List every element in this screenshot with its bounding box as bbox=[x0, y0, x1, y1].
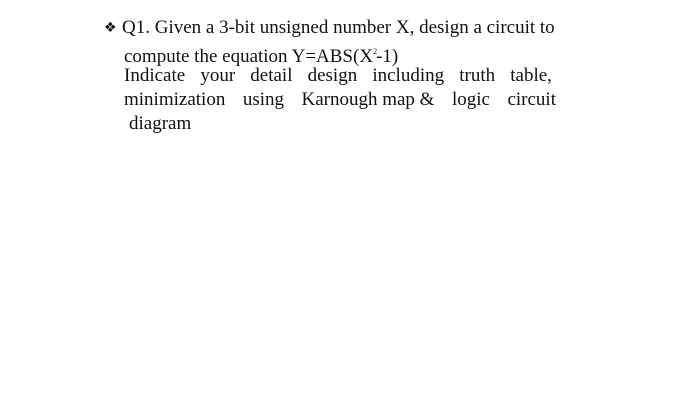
four-diamond-bullet-icon: ❖ bbox=[104, 20, 117, 36]
word: Indicate bbox=[124, 65, 186, 86]
equation-exponent: 2 bbox=[373, 47, 377, 56]
word: using bbox=[242, 89, 284, 110]
question-line-3 bbox=[104, 64, 664, 88]
question-block bbox=[104, 16, 664, 136]
instruction-line-3 bbox=[124, 64, 552, 88]
word: truth bbox=[459, 65, 496, 86]
word: your bbox=[200, 65, 236, 86]
word: Karnough map & bbox=[301, 89, 435, 110]
word: table, bbox=[510, 65, 552, 86]
equation-prefix: compute the equation Y=ABS(X bbox=[124, 46, 374, 67]
word: including bbox=[372, 65, 445, 86]
question-line-1 bbox=[104, 16, 664, 40]
word: minimization bbox=[124, 89, 226, 110]
question-line-5 bbox=[104, 112, 664, 136]
instruction-line-5: diagram bbox=[129, 113, 192, 134]
word: detail bbox=[250, 65, 293, 86]
question-line-4 bbox=[104, 88, 664, 112]
word: circuit bbox=[507, 89, 556, 110]
equation-suffix: -1) bbox=[376, 46, 399, 67]
word: logic bbox=[451, 89, 490, 110]
question-title: Q1. Given a 3-bit unsigned number X, design a circuit to bbox=[122, 17, 555, 38]
question-line-2 bbox=[104, 40, 664, 67]
instruction-line-4 bbox=[124, 88, 556, 112]
word: design bbox=[307, 65, 358, 86]
